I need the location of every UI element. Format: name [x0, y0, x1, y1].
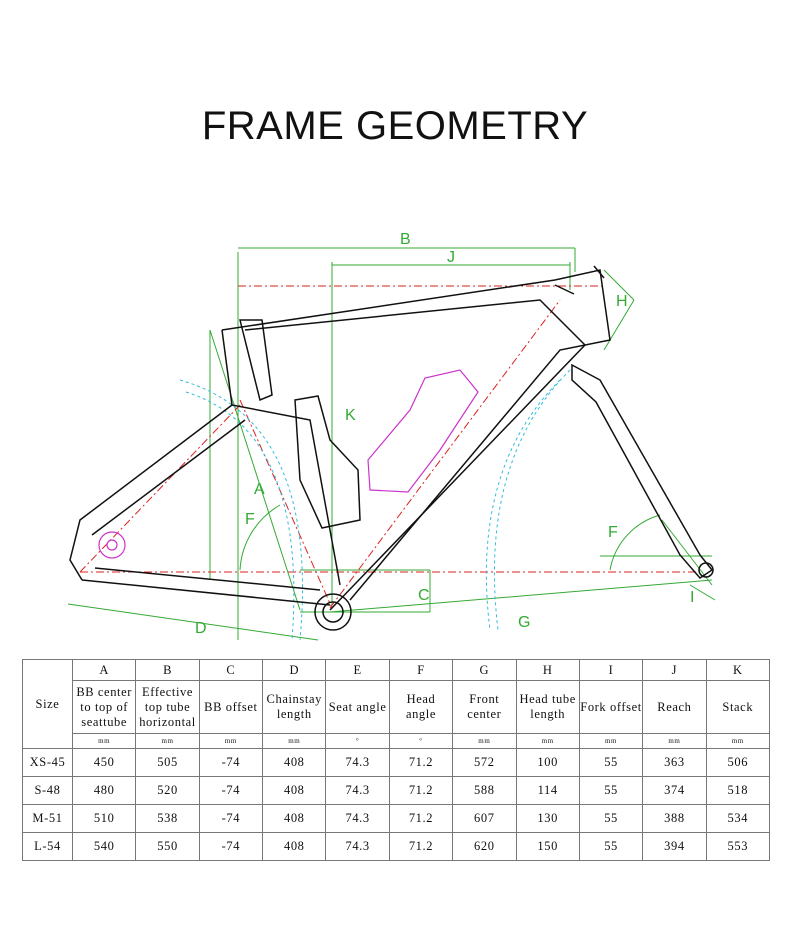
bike-frame: [70, 266, 713, 630]
dim-label-b: B: [400, 231, 411, 248]
col-unit: mm: [453, 734, 516, 749]
cell: 505: [136, 749, 199, 777]
col-name: Head angle: [389, 681, 452, 734]
cell: 480: [73, 777, 136, 805]
col-name: Fork offset: [579, 681, 642, 734]
dim-label-f-seat: F: [245, 511, 255, 528]
col-name: Front center: [453, 681, 516, 734]
row-size: M-51: [23, 805, 73, 833]
cell: 55: [579, 749, 642, 777]
cell: 71.2: [389, 805, 452, 833]
cell: 150: [516, 833, 579, 861]
col-letter: E: [326, 660, 389, 681]
cell: 506: [706, 749, 769, 777]
col-letter: F: [389, 660, 452, 681]
centerlines: [80, 286, 700, 608]
cell: 408: [263, 777, 326, 805]
table-unit-row: [23, 734, 770, 749]
col-unit: °: [389, 734, 452, 749]
dim-label-a: A: [254, 481, 265, 498]
cell: 74.3: [326, 749, 389, 777]
cell: -74: [199, 777, 262, 805]
cell: 130: [516, 805, 579, 833]
cell: 55: [579, 777, 642, 805]
col-letter: K: [706, 660, 769, 681]
cell: 607: [453, 805, 516, 833]
page-title: FRAME GEOMETRY: [201, 104, 589, 148]
cell: 55: [579, 805, 642, 833]
col-letter: H: [516, 660, 579, 681]
geometry-table: [22, 659, 770, 861]
dim-label-i: I: [690, 589, 695, 606]
cell: 620: [453, 833, 516, 861]
col-name: Seat angle: [326, 681, 389, 734]
cell: -74: [199, 805, 262, 833]
cell: 114: [516, 777, 579, 805]
table-row: [23, 749, 770, 777]
col-unit: mm: [136, 734, 199, 749]
table-row: [23, 805, 770, 833]
dim-label-f-head: F: [608, 524, 618, 541]
cell: 550: [136, 833, 199, 861]
dim-label-k: K: [345, 407, 356, 424]
frame-geometry-diagram: [0, 220, 790, 650]
cell: 100: [516, 749, 579, 777]
cell: -74: [199, 749, 262, 777]
cell: 388: [643, 805, 706, 833]
cell: 408: [263, 833, 326, 861]
table-name-row: [23, 681, 770, 734]
col-letter: A: [73, 660, 136, 681]
table-letter-row: [23, 660, 770, 681]
dimension-letter-labels: [195, 231, 694, 637]
col-unit: mm: [643, 734, 706, 749]
cell: 71.2: [389, 777, 452, 805]
cell: 518: [706, 777, 769, 805]
dim-label-g: G: [518, 614, 531, 631]
dim-label-j: J: [447, 249, 455, 266]
col-letter: G: [453, 660, 516, 681]
row-size: L-54: [23, 833, 73, 861]
col-letter: D: [263, 660, 326, 681]
cell: 408: [263, 805, 326, 833]
col-letter: J: [643, 660, 706, 681]
col-letter: I: [579, 660, 642, 681]
cell: 572: [453, 749, 516, 777]
size-header: Size: [23, 660, 73, 749]
row-size: S-48: [23, 777, 73, 805]
cell: 534: [706, 805, 769, 833]
dim-label-d: D: [195, 620, 207, 637]
table-row: [23, 777, 770, 805]
col-unit: °: [326, 734, 389, 749]
col-unit: mm: [263, 734, 326, 749]
cell: 540: [73, 833, 136, 861]
cell: 71.2: [389, 833, 452, 861]
cell: 74.3: [326, 777, 389, 805]
col-unit: mm: [73, 734, 136, 749]
cell: 55: [579, 833, 642, 861]
col-name: Head tube length: [516, 681, 579, 734]
cell: 394: [643, 833, 706, 861]
col-name: BB offset: [199, 681, 262, 734]
col-unit: mm: [706, 734, 769, 749]
cell: 408: [263, 749, 326, 777]
cell: 374: [643, 777, 706, 805]
dim-label-c: C: [418, 587, 430, 604]
col-name: Stack: [706, 681, 769, 734]
col-name: BB center to top of seattube: [73, 681, 136, 734]
cell: 363: [643, 749, 706, 777]
row-size: XS-45: [23, 749, 73, 777]
col-letter: C: [199, 660, 262, 681]
table-row: [23, 833, 770, 861]
col-letter: B: [136, 660, 199, 681]
cell: 74.3: [326, 805, 389, 833]
col-unit: mm: [579, 734, 642, 749]
dim-label-h: H: [616, 293, 628, 310]
col-unit: mm: [199, 734, 262, 749]
col-name: Chainstay length: [263, 681, 326, 734]
cell: -74: [199, 833, 262, 861]
cell: 520: [136, 777, 199, 805]
col-name: Effective top tube horizontal: [136, 681, 199, 734]
cell: 538: [136, 805, 199, 833]
col-unit: mm: [516, 734, 579, 749]
col-name: Reach: [643, 681, 706, 734]
cell: 510: [73, 805, 136, 833]
accent-parts: [99, 370, 478, 558]
cell: 553: [706, 833, 769, 861]
cell: 450: [73, 749, 136, 777]
cell: 74.3: [326, 833, 389, 861]
cell: 71.2: [389, 749, 452, 777]
cell: 588: [453, 777, 516, 805]
